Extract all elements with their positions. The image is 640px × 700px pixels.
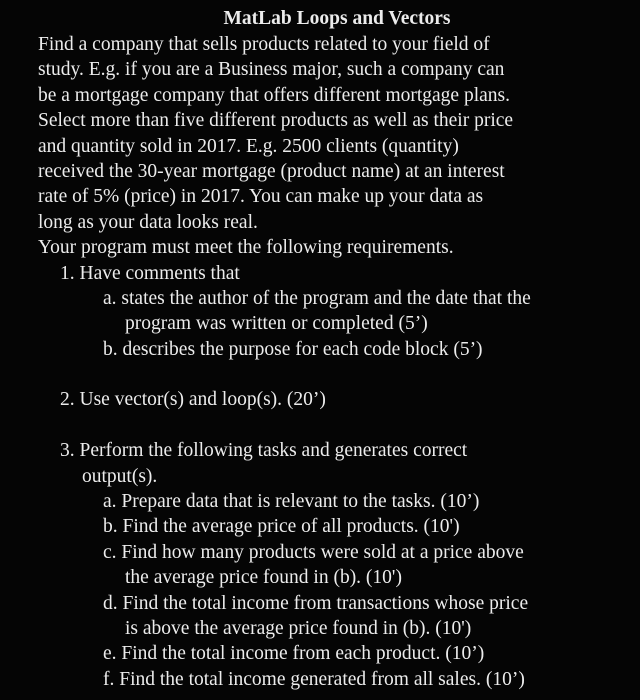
requirement-1 xyxy=(0,261,640,363)
requirement-2-heading: 2. Use vector(s) and loop(s). (20’) xyxy=(60,389,326,411)
document xyxy=(0,6,640,692)
requirement-3e: e. Find the total income from each product. (10’) xyxy=(103,643,485,665)
requirement-3 xyxy=(0,438,640,692)
requirement-3d-continued: is above the average price found in (b). (10') xyxy=(125,617,472,639)
requirement-3-heading: 3. Perform the following tasks and generates correct xyxy=(60,440,468,462)
spacer xyxy=(0,413,640,438)
intro-line: study. E.g. if you are a Business major, such a company can xyxy=(38,59,505,81)
intro-line: Find a company that sells products related to your field of xyxy=(38,34,490,55)
intro-line: received the 30-year mortgage (product name) at an interest xyxy=(38,160,505,182)
intro-line: long as your data looks real. xyxy=(38,211,258,233)
spacer xyxy=(0,362,640,387)
requirement-3c-continued: the average price found in (b). (10') xyxy=(125,567,402,589)
requirement-3a: a. Prepare data that is relevant to the tasks. (10’) xyxy=(103,491,480,513)
requirement-3d: d. Find the total income from transactions whose price xyxy=(103,592,529,614)
requirement-1a-continued: program was written or completed (5’) xyxy=(125,313,428,335)
requirements-intro: Your program must meet the following requirements. xyxy=(38,237,454,259)
requirement-3f: f. Find the total income generated from all sales. (10’) xyxy=(103,668,525,690)
requirement-2 xyxy=(0,387,640,412)
requirement-3c: c. Find how many products were sold at a price above xyxy=(103,541,524,563)
intro-line: rate of 5% (price) in 2017. You can make up your data as xyxy=(38,186,484,208)
intro-line: be a mortgage company that offers different mortgage plans. xyxy=(38,84,510,106)
intro-line: Select more than five different products as well as their price xyxy=(38,110,514,132)
requirement-1b: b. describes the purpose for each code block (5’) xyxy=(103,338,483,360)
requirement-1a: a. states the author of the program and the date that the xyxy=(103,287,531,309)
requirement-3-heading-continued: output(s). xyxy=(82,465,158,487)
intro-line: and quantity sold in 2017. E.g. 2500 clients (quantity) xyxy=(38,135,459,157)
document-title: MatLab Loops and Vectors xyxy=(223,8,451,29)
requirement-3b: b. Find the average price of all products. (10') xyxy=(103,516,460,538)
requirement-1-heading: 1. Have comments that xyxy=(60,262,240,284)
intro-paragraph xyxy=(0,32,640,261)
